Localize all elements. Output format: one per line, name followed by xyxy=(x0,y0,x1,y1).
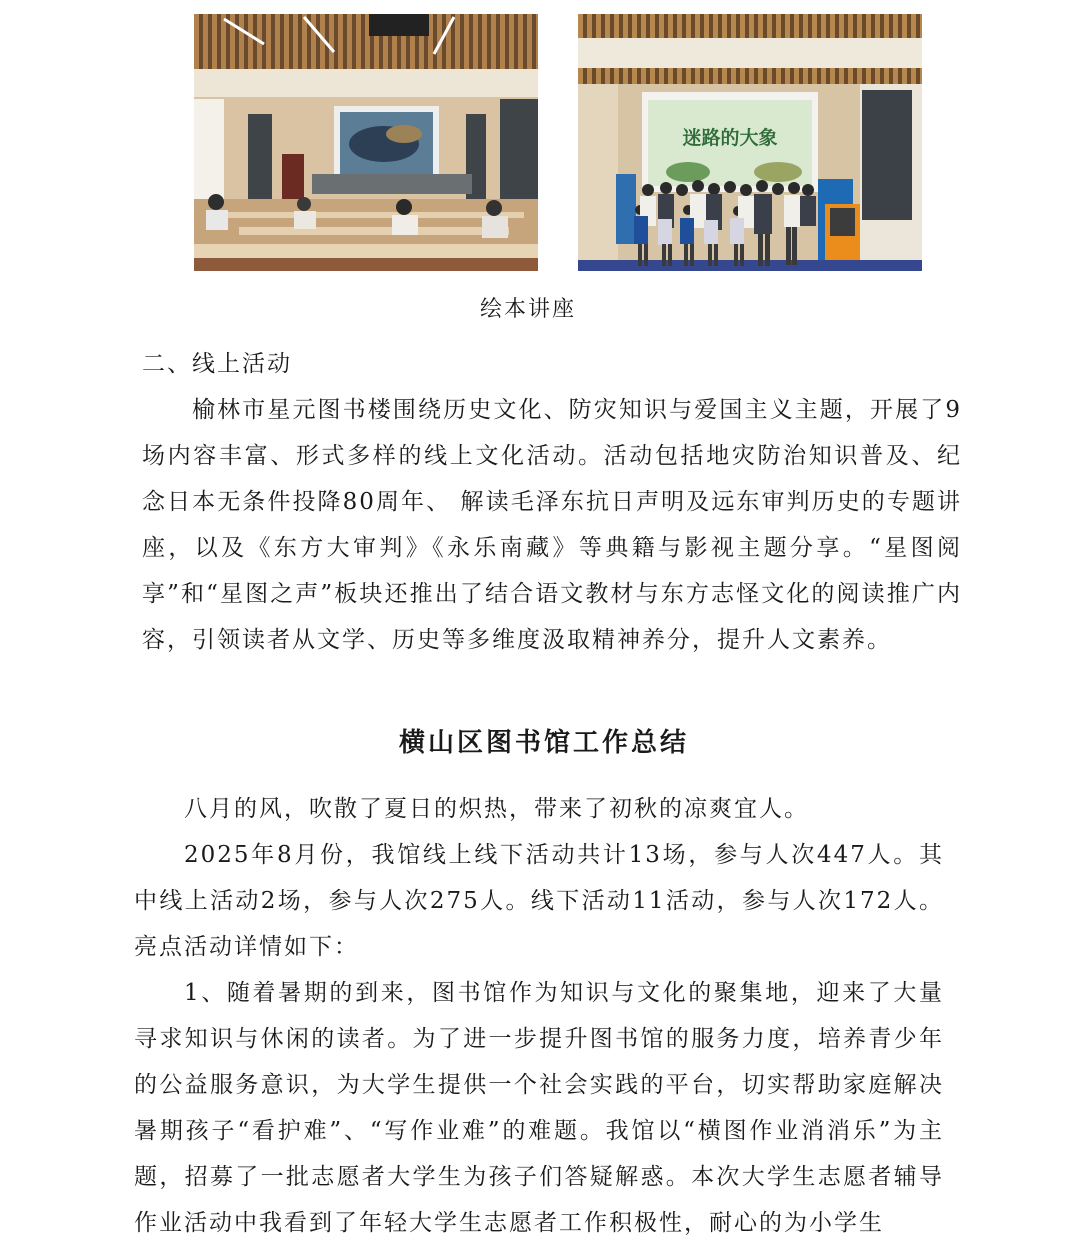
report-statistics-paragraph: 2025年8月份，我馆线上线下活动共计13场，参与人次447人。其中线上活动2场，参与人次275人。线下活动11活动，参与人次172人。亮点活动详情如下： xyxy=(134,842,944,960)
report-highlight-paragraph: 1、随着暑期的到来，图书馆作为知识与文化的聚集地，迎来了大量寻求知识与休闲的读者。为了进一步提升图书馆的服务力度，培养青少年的公益服务意识，为大学生提供一个社会实践的平台，切实帮助家庭解决暑期孩子“看护难”、“写作业难”的难题。我馆以“横图作业消消乐”为主题，招募了一批志愿者大学生为孩子们答疑解惑。本次大学生志愿者辅导作业活动中我看到了年轻大学生志愿者工作积极性，耐心的为小学生 xyxy=(134,980,944,1236)
group-photo xyxy=(578,14,922,271)
online-activities-paragraph: 榆林市星元图书楼围绕历史文化、防灾知识与爱国主义主题，开展了9场内容丰富、形式多样的线上文化活动。活动包括地灾防治知识普及、纪念日本无条件投降80周年、 解读毛泽东抗日声明及远东审判历史的专题讲座，以及《东方大审判》《永乐南藏》等典籍与影视主题分享。“星图阅享”和“星图之声”板块还推出了结合语文教材与东方志怪文化的阅读推广内容，引领读者从文学、历史等多维度汲取精神养分，提升人文素养。 xyxy=(142,397,962,653)
report-title: 横山区图书馆工作总结 xyxy=(398,728,689,758)
lecture-photo xyxy=(194,14,538,271)
report-intro-paragraph: 八月的风，吹散了夏日的炽热，带来了初秋的凉爽宜人。 xyxy=(184,796,809,822)
screen-title-text: 迷路的大象 xyxy=(682,127,778,149)
photo-caption: 绘本讲座 xyxy=(479,297,576,322)
section-heading-online: 二、线上活动 xyxy=(142,351,292,377)
